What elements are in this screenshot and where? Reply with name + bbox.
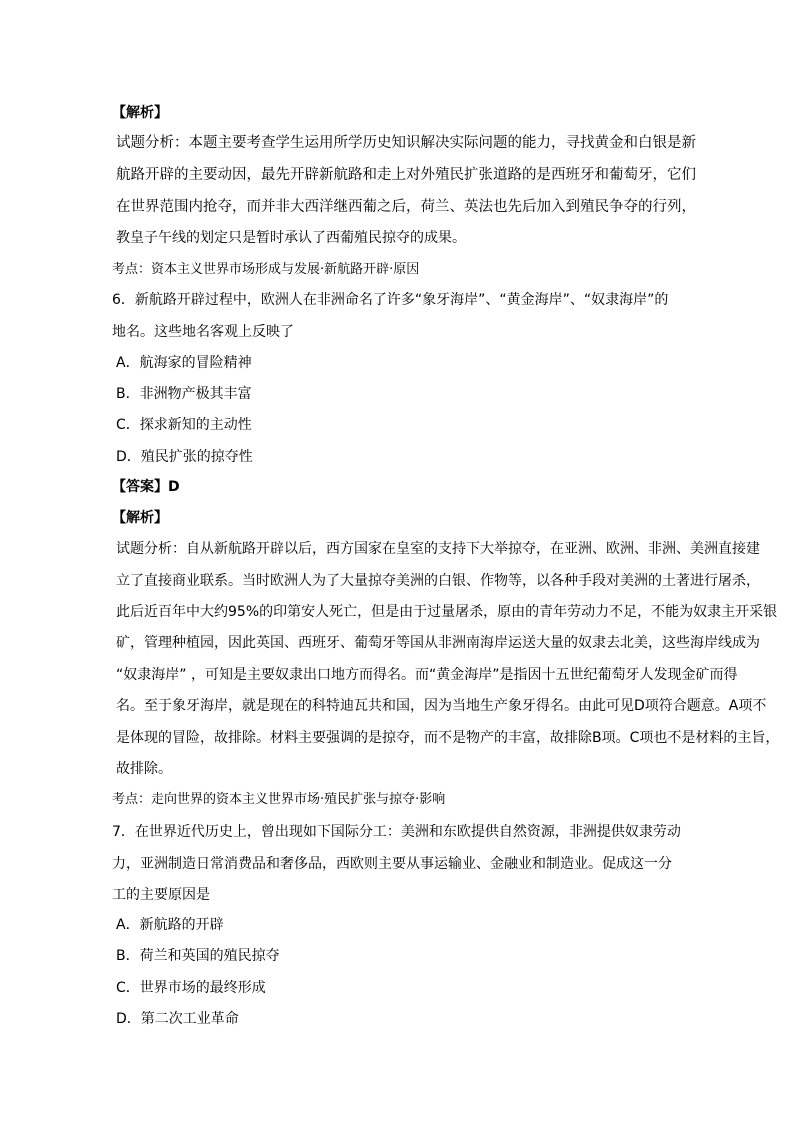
option-a: A．航海家的冒险精神 bbox=[116, 355, 252, 371]
analysis-line: 是体现的冒险，故排除。材料主要强调的是掠夺，而不是物产的丰富，故排除B项。C项也不是材料的主旨， bbox=[116, 730, 780, 746]
analysis-heading: 【解析】 bbox=[112, 105, 168, 121]
analysis-line: 故排除。 bbox=[116, 761, 172, 777]
question-stem: 6．新航路开辟过程中，欧洲人在非洲命名了许多“象牙海岸”、“黄金海岸”、“奴隶海岸”的 bbox=[112, 292, 669, 308]
analysis-line: 在世界范围内抢夺，而并非大西洋继西葡之后，荷兰、英法也先后加入到殖民争夺的行列， bbox=[116, 199, 696, 215]
analysis-line: 名。至于象牙海岸，就是现在的科特迪瓦共和国，因为当地生产象牙得名。由此可见D项符合题意。A项不 bbox=[116, 698, 767, 714]
kaodian-line: 考点：资本主义世界市场形成与发展·新航路开辟·原因 bbox=[112, 262, 420, 277]
question-stem: 7．在世界近代历史上，曾出现如下国际分工：美洲和东欧提供自然资源，非洲提供奴隶劳动 bbox=[112, 824, 681, 840]
analysis-line: 航路开辟的主要动因，最先开辟新航路和走上对外殖民扩张道路的是西班牙和葡萄牙，它们 bbox=[116, 167, 696, 183]
analysis-line: 矿，管理种植园，因此英国、西班牙、葡萄牙等国从非洲南海岸运送大量的奴隶去北美，这些海岸线成为 bbox=[116, 635, 760, 651]
answer-line: 【答案】D bbox=[112, 479, 180, 495]
question-stem: 力，亚洲制造日常消费品和奢侈品，西欧则主要从事运输业、金融业和制造业。促成这一分 bbox=[112, 856, 672, 872]
option-b: B．非洲物产极其丰富 bbox=[116, 386, 252, 402]
option-d: D．殖民扩张的掠夺性 bbox=[116, 449, 253, 465]
analysis-heading: 【解析】 bbox=[112, 510, 168, 526]
analysis-line: 教皇子午线的划定只是暂时承认了西葡殖民掠夺的成果。 bbox=[116, 230, 466, 246]
analysis-line: 试题分析：本题主要考查学生运用所学历史知识解决实际问题的能力，寻找黄金和白银是新 bbox=[116, 135, 696, 151]
analysis-line: “奴隶海岸” ，可知是主要奴隶出口地方而得名。而“黄金海岸”是指因十五世纪葡萄牙人发现金矿而得 bbox=[116, 667, 738, 683]
kaodian-line: 考点：走向世界的资本主义世界市场·殖民扩张与掠夺·影响 bbox=[112, 792, 446, 807]
option-d: D．第二次工业革命 bbox=[116, 1011, 239, 1027]
question-stem: 工的主要原因是 bbox=[112, 887, 210, 903]
analysis-line: 此后近百年中大约95%的印第安人死亡，但是由于过量屠杀，原由的青年劳动力不足，不能为奴隶主开采银 bbox=[116, 604, 778, 620]
option-b: B．荷兰和英国的殖民掠夺 bbox=[116, 948, 280, 964]
analysis-line: 立了直接商业联系。当时欧洲人为了大量掠夺美洲的白银、作物等，以各种手段对美洲的土著进行屠杀， bbox=[116, 573, 760, 589]
option-a: A．新航路的开辟 bbox=[116, 917, 224, 933]
option-c: C．探求新知的主动性 bbox=[116, 417, 252, 433]
option-c: C．世界市场的最终形成 bbox=[116, 980, 266, 996]
question-stem: 地名。这些地名客观上反映了 bbox=[112, 324, 294, 340]
analysis-line: 试题分析：自从新航路开辟以后，西方国家在皇室的支持下大举掠夺，在亚洲、欧洲、非洲、美洲直接建 bbox=[116, 541, 760, 557]
